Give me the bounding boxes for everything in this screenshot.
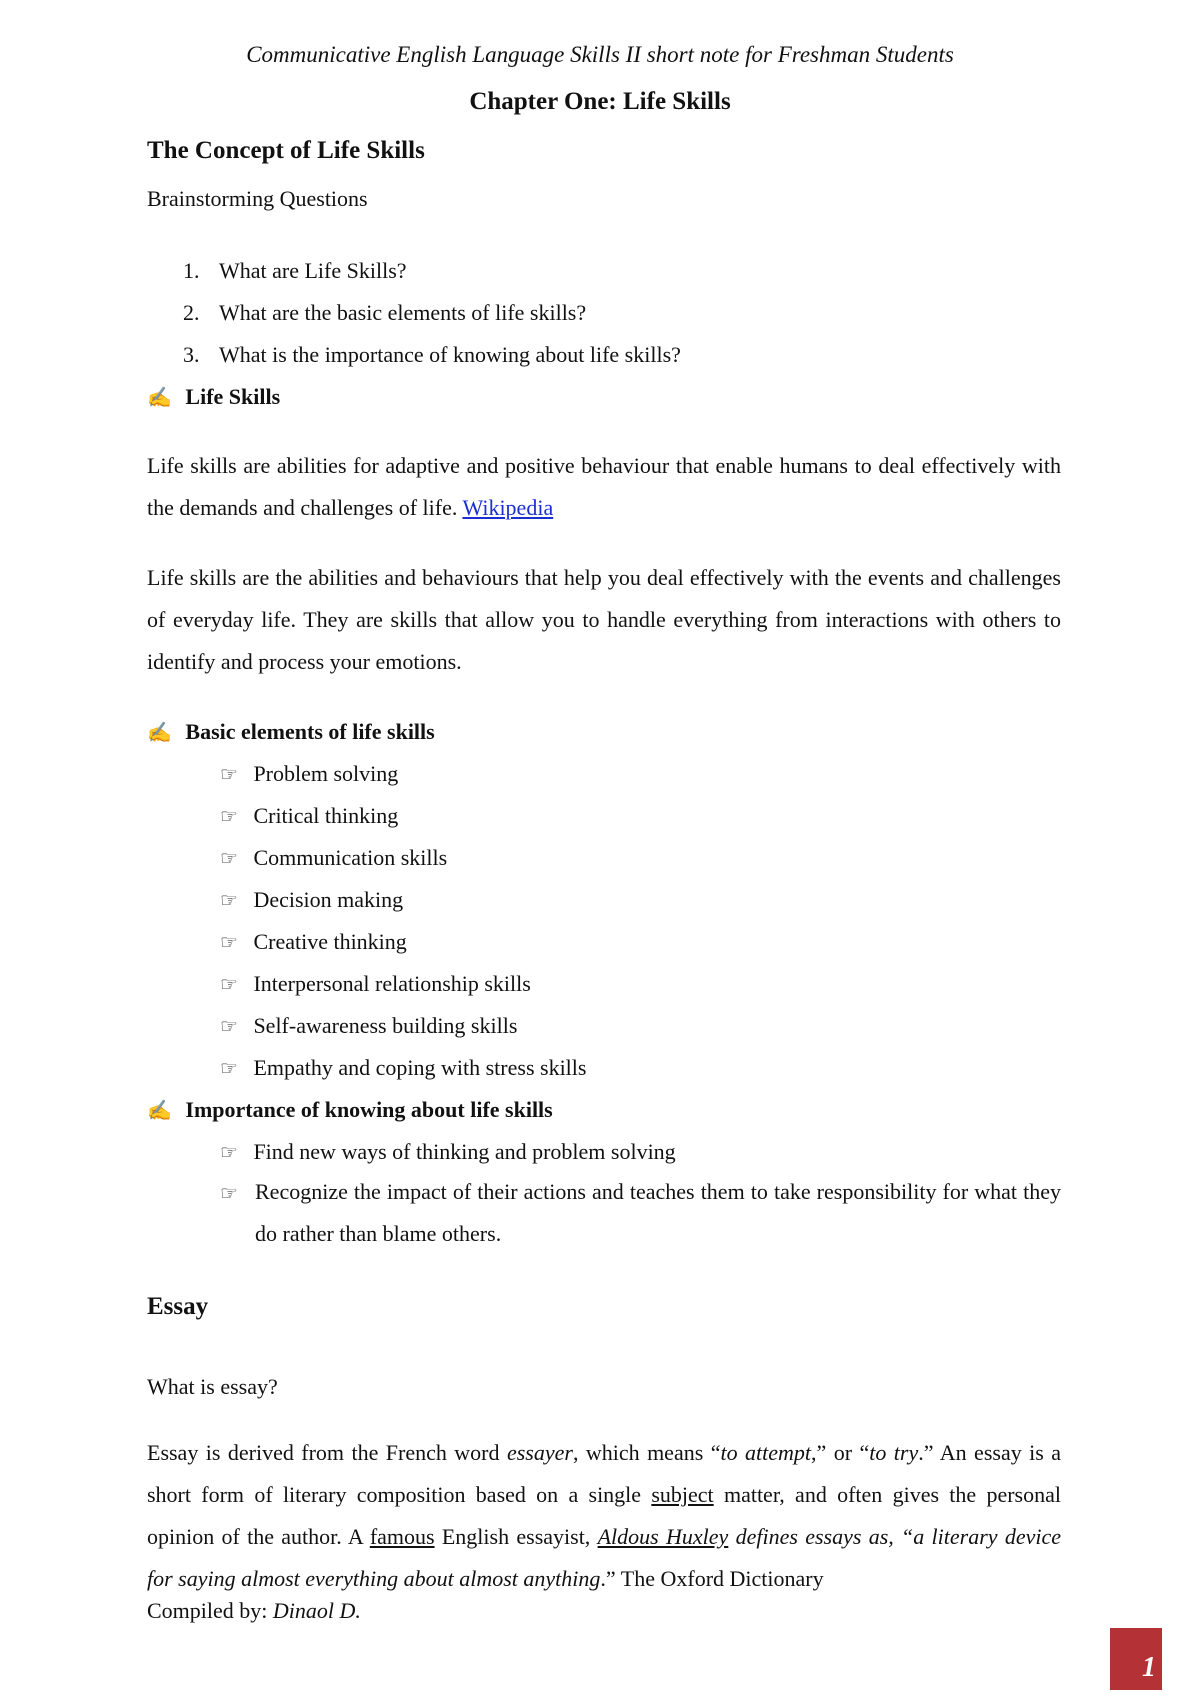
question-item <box>183 300 587 326</box>
pointing-hand-icon: ☞ <box>220 890 238 912</box>
writing-hand-icon: ✍ <box>147 722 172 744</box>
question-number: 2. <box>183 300 200 325</box>
essay-term: to try <box>869 1440 919 1465</box>
essay-text: .” The Oxford Dictionary <box>600 1566 824 1591</box>
list-item <box>220 929 407 955</box>
essay-question: What is essay? <box>147 1374 278 1399</box>
pointing-hand-icon: ☞ <box>220 932 238 954</box>
pointing-hand-icon: ☞ <box>220 764 238 786</box>
list-item <box>220 1139 676 1165</box>
list-item-text: Recognize the impact of their actions and teaches them to take responsibility for what they do rather than blame others. <box>255 1179 1061 1246</box>
pointing-hand-icon: ☞ <box>220 1183 238 1205</box>
essay-text: English essayist, <box>434 1524 598 1549</box>
list-item-text: Self-awareness building skills <box>253 1013 518 1038</box>
question-text: What is the importance of knowing about life skills? <box>219 342 681 367</box>
list-item <box>220 845 447 871</box>
essay-term: essayer <box>506 1440 573 1465</box>
life-skills-explanation: Life skills are the abilities and behaviours that help you deal effectively with the events and challenges of everyday life. They are skills that allow you to handle everything from interactions with others to identify and process your emotions. <box>147 565 1061 674</box>
list-item-text: Creative thinking <box>253 929 407 954</box>
list-item <box>220 1055 586 1081</box>
definition-text: Life skills are abilities for adaptive and positive behaviour that enable humans to deal effectively with the demands and challenges of life. <box>147 453 1061 520</box>
list-item <box>220 803 398 829</box>
wikipedia-link[interactable]: Wikipedia <box>462 495 554 520</box>
compiled-label: Compiled by: <box>147 1598 273 1623</box>
essay-title: Essay <box>147 1293 209 1320</box>
list-item-text: Decision making <box>253 887 404 912</box>
list-item-text: Communication skills <box>253 845 448 870</box>
question-item <box>183 342 681 368</box>
life-skills-heading-text: Life Skills <box>185 384 281 409</box>
author-credit: Dinaol D. <box>272 1598 361 1623</box>
writing-hand-icon: ✍ <box>147 1100 172 1122</box>
basic-elements-heading-text: Basic elements of life skills <box>185 719 435 744</box>
running-header: Communicative English Language Skills II short note for Freshman Students <box>246 42 954 67</box>
list-item <box>220 761 398 787</box>
question-text: What are the basic elements of life skills? <box>219 300 587 325</box>
life-skills-heading <box>147 384 280 410</box>
list-item-text: Critical thinking <box>253 803 399 828</box>
pointing-hand-icon: ☞ <box>220 1058 238 1080</box>
question-number: 3. <box>183 342 200 367</box>
pointing-hand-icon: ☞ <box>220 848 238 870</box>
subject-link-text: subject <box>651 1482 714 1507</box>
essay-definition <box>147 1432 1061 1600</box>
section-title: The Concept of Life Skills <box>147 137 425 164</box>
pointing-hand-icon: ☞ <box>220 806 238 828</box>
importance-heading-text: Importance of knowing about life skills <box>185 1097 553 1122</box>
list-item <box>220 1181 1061 1255</box>
list-item-text: Problem solving <box>253 761 399 786</box>
compiled-by <box>147 1598 361 1624</box>
essay-text: Essay is derived from the French word <box>147 1440 507 1465</box>
basic-elements-heading <box>147 719 435 745</box>
list-item <box>220 1013 517 1039</box>
essay-quote: defines essays as, “a literary device for saying almost everything about almost anything <box>147 1524 1062 1591</box>
essay-term: to attempt <box>720 1440 812 1465</box>
pointing-hand-icon: ☞ <box>220 974 238 996</box>
essay-text: ,” or “ <box>811 1440 870 1465</box>
famous-link-text: famous <box>369 1524 435 1549</box>
essay-text: .” An essay is a short form of literary composition based on a single <box>147 1440 1062 1507</box>
pointing-hand-icon: ☞ <box>220 1016 238 1038</box>
list-item-text: Interpersonal relationship skills <box>253 971 531 996</box>
chapter-title: Chapter One: Life Skills <box>469 88 731 115</box>
question-text: What are Life Skills? <box>219 258 407 283</box>
question-item <box>183 258 407 284</box>
essay-text: matter, and often gives the personal opinion of the author. A <box>147 1482 1061 1549</box>
list-item <box>220 971 531 997</box>
essay-text: , which means “ <box>572 1440 721 1465</box>
author-name: Aldous Huxley <box>597 1524 729 1549</box>
importance-heading <box>147 1097 553 1123</box>
brainstorm-label: Brainstorming Questions <box>147 186 368 211</box>
life-skills-definition <box>147 445 1061 529</box>
list-item <box>220 887 403 913</box>
writing-hand-icon: ✍ <box>147 387 172 409</box>
page-number: 1 <box>1142 1652 1156 1683</box>
page-number-badge <box>1110 1628 1162 1690</box>
list-item-text: Empathy and coping with stress skills <box>253 1055 587 1080</box>
question-number: 1. <box>183 258 200 283</box>
pointing-hand-icon: ☞ <box>220 1142 238 1164</box>
list-item-text: Find new ways of thinking and problem solving <box>253 1139 676 1164</box>
